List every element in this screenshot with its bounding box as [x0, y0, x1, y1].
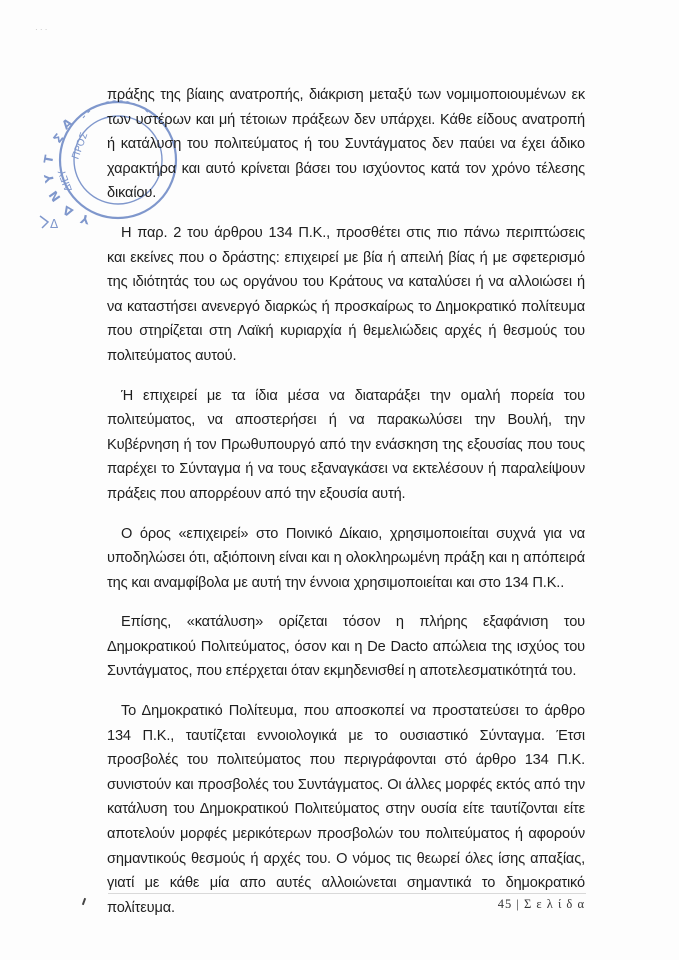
svg-text:Υ: Υ: [79, 211, 91, 227]
svg-text:Υ: Υ: [41, 172, 57, 184]
paragraph-2: Η παρ. 2 του άρθρου 134 Π.Κ., προσθέτει στις πιο πάνω περιπτώσεις και εκείνες που ο δράστης: επιχειρεί με βία ή απειλή βίας ή με σφετερισμό της ιδιότητάς του ως οργάνου του Κράτους να καταλύσει ή να αλλοιώσει ή να καταστήσει ανενεργό διαρκώς ή προσκαίρως το Δημοκρατικό πολίτευμα που στηρίζεται στη Λαϊκή κυριαρχία ή θεμελιώδεις αρχές ή θεσμούς του πολιτεύματος αυτού.: [107, 224, 585, 364]
paragraph-5: Επίσης, «κατάλυση» ορίζεται τόσον η πλήρης εξαφάνιση του Δημοκρατικού Πολιτεύματος, όσον και η De Dacto απώλεια της ισχύος του Συντάγματος, που επέρχεται όταν εκμηδενισθεί η αποτελεσματικότητά του.: [107, 614, 585, 680]
page-footer: [0, 885, 679, 925]
scan-specks: · · ·: [35, 25, 48, 34]
svg-text:Σ: Σ: [50, 130, 67, 146]
paragraph-3: Ή επιχειρεί με τα ίδια μέσα να διαταράξει την ομαλή πορεία του πολιτεύματος, να αποστερήσει ή να παρακωλύσει την Βουλή, την Κυβέρνηση ή τον Πρωθυπουργό από την ενάσκηση της εξουσίας που τους παρέχει το Σύνταγμα ή να τους εξαναγκάσει να εκτελέσουν ή παραλείψουν πράξεις που απορρέουν από την εξουσία αυτή.: [107, 387, 585, 502]
svg-text:Α: Α: [59, 115, 76, 133]
page-number: 45 | Σ ε λ ί δ α: [497, 897, 585, 911]
svg-text:Τ: Τ: [41, 154, 57, 165]
document-body: [107, 83, 585, 920]
paragraph-6: Το Δημοκρατικό Πολίτευμα, που αποσκοπεί να προστατεύσει το άρθρο 134 Π.Κ., ταυτίζεται εννοιολογικά με το ουσιαστικό Σύνταγμα. Έτσι προσβολές του πολιτεύματος που περιγράφονται στό άρθρο 134 Π.Κ. συνιστούν και προσβολές του Συντάγματος. Οι άλλες μορφές εκτός από την κατάλυση του Δημοκρατικού Πολιτεύματος στην ουσία είτε ταυτίζονται είτε αποτελούν μορφές μερικότερων προσβολών του πολιτεύματος ή αφορούν σημαντικούς θεσμούς ή αρχές του. Ο νόμος τις θεωρεί όλες ίσης απαξίας, γιατί με κάθε μία απο αυτές αλλοιώνεται σημαντικά το δημοκρατικό πολίτευμα.: [107, 703, 585, 916]
svg-text:ΔΙΕΥ: ΔΙΕΥ: [56, 168, 75, 193]
paragraph-1: πράξης της βίαιης ανατροπής, διάκριση μεταξύ των νομιμοποιουμένων εκ των υστέρων και μή τέτοιων πράξεων δεν υπάρχει. Κάθε είδους ανατροπή ή κατάλυση του πολιτεύματος ή του Συντάγματος δεν παύει να έχει άδικο χαρακτήρα και αυτό κρίνεται βάσει του ισχύοντος κατά τον χρόνο τέλεσης δικαίου.: [107, 87, 585, 202]
footer-divider: [108, 893, 586, 894]
svg-text:Δ: Δ: [60, 202, 76, 220]
paragraph-4: Ο όρος «επιχειρεί» στο Ποινικό Δίκαιο, χρησιμοποιείται συχνά για να υποδηλώσει ότι, αξιόποινη είναι και η ολοκληρωμένη πράξη και η απόπειρά της και αναμφίβολα με αυτή την έννοια χρησιμοποιείται και στο 134 Π.Κ..: [107, 525, 585, 591]
svg-text:Ν: Ν: [46, 188, 64, 205]
svg-text:Δ: Δ: [50, 217, 59, 231]
svg-text:ΠΡΟΣ: ΠΡΟΣ: [70, 131, 91, 162]
